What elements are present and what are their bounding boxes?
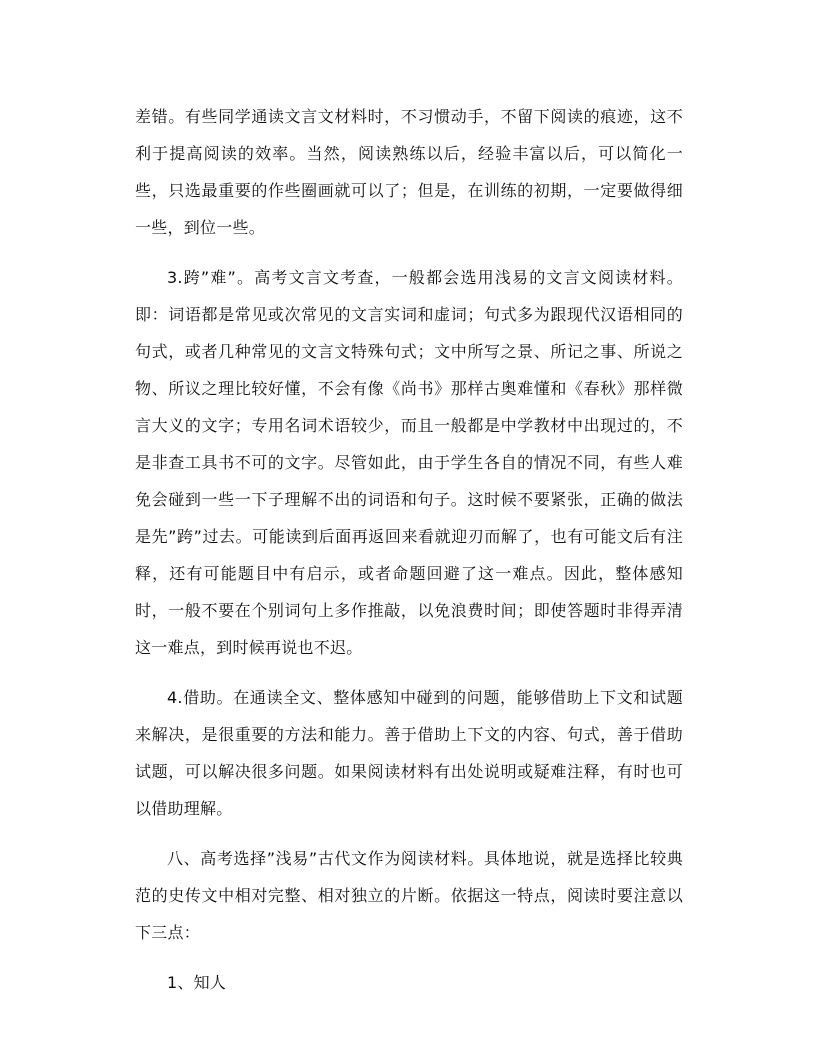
paragraph-subheading-1: 1、知人 xyxy=(167,973,227,992)
paragraph-continuation: 差错。有些同学通读文言文材料时，不习惯动手，不留下阅读的痕迹，这不利于提高阅读的效率。当然，阅读熟练以后，经验丰富以后，可以简化一些，只选最重要的作些圈画就可以了；但是，在训练的初期，一定要做得细一些，到位一些。 xyxy=(135,107,683,237)
document-body xyxy=(135,98,683,1014)
paragraph-point-3: 3.跨”难”。高考文言文考查，一般都会选用浅易的文言文阅读材料。即：词语都是常见或次常见的文言实词和虚词；句式多为跟现代汉语相同的句式，或者几种常见的文言文特殊句式；文中所写之景、所记之事、所说之物、所议之理比较好懂，不会有像《尚书》那样古奥难懂和《春秋》那样微言大义的文字；专用名词术语较少，而且一般都是中学教材中出现过的，不是非查工具书不可的文字。尽管如此，由于学生各自的情况不同，有些人难免会碰到一些一下子理解不出的词语和句子。这时候不要紧张，正确的做法是先”跨”过去。可能读到后面再返回来看就迎刃而解了，也有可能文后有注释，还有可能题目中有启示，或者命题回避了这一难点。因此，整体感知时，一般不要在个别词句上多作推敲，以免浪费时间；即使答题时非得弄清这一难点，到时候再说也不迟。 xyxy=(135,268,683,657)
paragraph-point-4: 4.借助。在通读全文、整体感知中碰到的问题，能够借助上下文和试题来解决，是很重要的方法和能力。善于借助上下文的内容、句式，善于借助试题，可以解决很多问题。如果阅读材料有出处说明或疑难注释，有时也可以借助理解。 xyxy=(135,688,683,818)
paragraph-section-8: 八、高考选择”浅易”古代文作为阅读材料。具体地说，就是选择比较典范的史传文中相对完整、相对独立的片断。依据这一特点，阅读时要注意以下三点： xyxy=(135,849,683,942)
